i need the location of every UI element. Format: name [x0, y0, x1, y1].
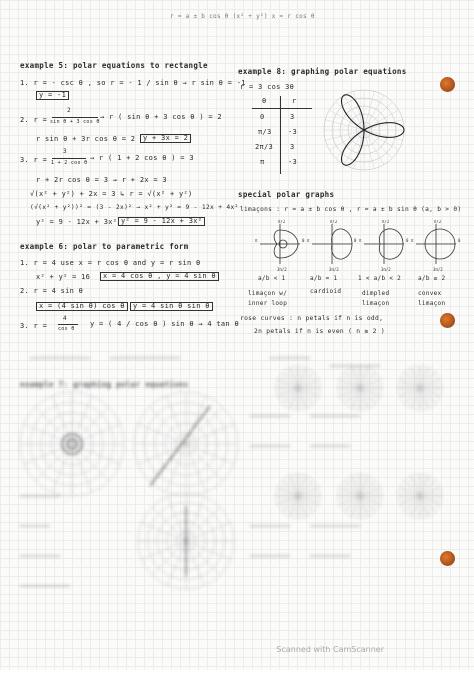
axis-label-right-2: 0 [354, 238, 357, 243]
ex6-answer2a: x = (4 sin θ) cos θ [36, 302, 128, 311]
ex8-head-theta: θ [262, 97, 267, 105]
rose-curves-rule-2: 2n petals if n is even ( n ≥ 2 ) [254, 328, 385, 335]
axis-label-bottom-3: 3π/2 [381, 267, 391, 272]
ex5-line4-den: 1 + 2 cos θ [51, 160, 88, 166]
ex5-line8: y² = 9 - 12x + 3x² [36, 218, 118, 226]
ex8-row1-theta: π/3 [258, 128, 272, 136]
axis-label-right-3: 0 [406, 238, 409, 243]
ex5-line6: √(x² + y²) + 2x = 3 ↳ r = √(x² + y²) [30, 190, 193, 198]
ex8-equation: r = 3 cos 3θ [240, 83, 295, 91]
axis-label-left-2: π [307, 238, 310, 243]
axis-label-top-3: π/2 [382, 220, 390, 224]
ex5-line4-prefix: 3. r = [20, 156, 48, 164]
type-cardioid: cardioid [310, 288, 342, 295]
type-dimpled: dimpled limaçon [362, 290, 390, 307]
ratio-inner-loop: a/b < 1 [258, 275, 286, 282]
ex5-line4-rest: → r ( 1 + 2 cos θ ) = 3 [90, 154, 194, 162]
ex8-head-r: r [292, 97, 297, 105]
ex5-line2-den: sin θ + 3 cos θ [50, 119, 100, 125]
ex5-line7: (√(x² + y²))² = (3 - 2x)² → x² + y² = 9 - 12x + 4x² [30, 204, 239, 211]
cardioid-sketch [312, 224, 352, 264]
convex-limacon-sketch [416, 224, 456, 264]
ex5-answer3: y² = 9 - 12x + 3x² [118, 217, 205, 226]
ex8-row0-theta: 0 [260, 113, 265, 121]
type-convex: convex limaçon [418, 290, 446, 307]
ex8-row3-theta: π [260, 158, 265, 166]
type-inner-loop: limaçon w/ inner loop [248, 290, 288, 307]
limacon-definition: limaçons : r = a ± b cos θ , r = a ± b sin θ (a, b > 0) [240, 206, 462, 213]
axis-label-bottom-4: 3π/2 [433, 267, 443, 272]
limacon-inner-loop-sketch [260, 224, 300, 264]
ex5-line2-rest: → r ( sin θ + 3 cos θ ) = 2 [100, 113, 222, 121]
axis-label-right-4: 0 [458, 238, 461, 243]
ex6-line5-num: 4 [63, 315, 67, 322]
special-title: special polar graphs [238, 190, 335, 199]
ex6-line1: 1. r = 4 use x = r cos θ and y = r sin θ [20, 259, 201, 267]
rose-curve-polar-graph [320, 86, 408, 174]
ex6-line5-rest: y = ( 4 / cos θ ) sin θ → 4 tan θ [90, 320, 239, 328]
ex6-line3: 2. r = 4 sin θ [20, 287, 84, 295]
axis-label-left-4: π [411, 238, 414, 243]
axis-label-top-4: π/2 [434, 220, 442, 224]
binder-hole-middle [440, 313, 455, 328]
ex8-row3-r: -3 [288, 158, 298, 166]
axis-label-bottom-2: 3π/2 [329, 267, 339, 272]
ex5-line1: 1. r = - csc θ , so r = - 1 / sin θ → r sin θ = -1 [20, 79, 246, 87]
rose-curves-rule-1: rose curves : n petals if n is odd, [240, 315, 384, 322]
ex5-line4-num: 3 [63, 148, 67, 155]
ex8-table [252, 96, 312, 174]
ex6-answer2b: y = 4 sin θ sin θ [130, 302, 213, 311]
ex5-line3: r sin θ + 3r cos θ = 2 [36, 135, 136, 143]
header-scribble: r = a ± b cos θ (x² + y²) x = r cos θ [170, 13, 315, 20]
ex5-answer1: y = -1 [36, 91, 69, 100]
ex6-line5-den: cos θ [58, 326, 75, 332]
axis-label-top-2: π/2 [330, 220, 338, 224]
dimpled-limacon-sketch [364, 224, 404, 264]
axis-label-top-1: π/2 [278, 220, 286, 224]
ex6-answer1: x = 4 cos θ , y = 4 sin θ [100, 272, 219, 281]
ex8-row2-r: 3 [290, 143, 295, 151]
axis-label-right-1: 0 [302, 238, 305, 243]
ex6-line5-prefix: 3. r = [20, 322, 48, 330]
axis-label-bottom-1: 3π/2 [277, 267, 287, 272]
ex5-line2-num: 2 [67, 107, 71, 114]
ratio-cardioid: a/b = 1 [310, 275, 338, 282]
ex5-line2-prefix: 2. r = [20, 116, 48, 124]
ex8-row1-r: -3 [288, 128, 298, 136]
ex8-row2-theta: 2π/3 [255, 143, 274, 151]
scanner-watermark: Scanned with CamScanner [276, 645, 384, 654]
axis-label-left-1: π [255, 238, 258, 243]
example6-title: example 6: polar to parametric form [20, 242, 189, 251]
example8-title: example 8: graphing polar equations [238, 67, 407, 76]
axis-label-left-3: π [359, 238, 362, 243]
ex8-row0-r: 3 [290, 113, 295, 121]
example5-title: example 5: polar equations to rectangle [20, 61, 208, 70]
ratio-convex: a/b ≥ 2 [418, 275, 446, 282]
ex5-line5: r + 2r cos θ = 3 → r + 2x = 3 [36, 176, 167, 184]
binder-hole-top [440, 77, 455, 92]
ex6-line2: x² + y² = 16 [36, 273, 91, 281]
blurred-lower-section [0, 336, 474, 670]
limacon-sketches [254, 220, 466, 272]
ex5-answer2: y + 3x = 2 [140, 134, 191, 143]
lower-section-title: example 7: graphing polar equations [20, 380, 189, 389]
ratio-dimpled: 1 < a/b < 2 [358, 275, 402, 282]
